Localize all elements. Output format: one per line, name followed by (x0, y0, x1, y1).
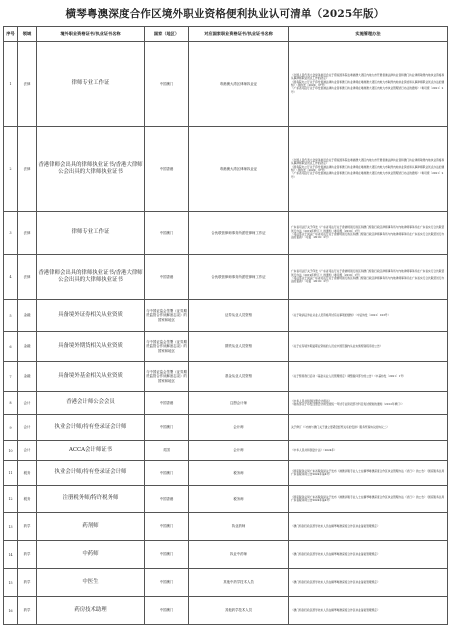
table-row (4, 541, 448, 569)
cell-equivalent-cert: 期货从业人员资格 (189, 332, 289, 362)
cell-foreign-cert: 中药师 (37, 541, 145, 569)
cell-country: 中国香港 (145, 127, 189, 212)
cell-implementation: 《国家税务总局广东省税务局关于发布《港澳涉税专业人士在横琴粤澳深度合作区执业管理办法（试行）》的公告》（国家税务总局广东省税务局公告2024年第4号） (289, 486, 448, 513)
table-row (4, 362, 448, 392)
table-row (4, 42, 448, 127)
cell-country: 英国 (145, 441, 189, 461)
table-row (4, 212, 448, 255)
cell-foreign-cert: 律师专业工作证 (37, 212, 145, 255)
cell-implementation: 《国家税务总局广东省税务局关于发布《港澳涉税专业人士在横琴粤澳深度合作区执业管理办法（试行）》的公告》（国家税务总局广东省税务局公告2024年第4号） (289, 461, 448, 486)
header-foreign-cert: 境外职业资格证书/执业证书名称 (37, 27, 145, 42)
cell-no: 1 (4, 42, 18, 127)
cell-foreign-cert: 药剂师 (37, 513, 145, 541)
cell-no: 10 (4, 441, 18, 461)
cell-field: 药学 (18, 569, 37, 597)
qualification-table (3, 26, 448, 625)
cell-country: 中国澳门 (145, 569, 189, 597)
cell-country: 中国香港 (145, 486, 189, 513)
cell-country: 中国香港 (145, 392, 189, 415)
cell-country: 中国澳门 (145, 597, 189, 625)
cell-country: 中国澳门 (145, 461, 189, 486)
cell-country: 与中国证监会签署《证券期货监管合作谅解备忘录》的国家和地区 (145, 300, 189, 332)
cell-implementation: 《澳门特别行政区药学技术人员在横琴粤澳深度合作区执业备案管理规定》 (289, 541, 448, 569)
cell-foreign-cert: 执业会计师/持有登录证会计师 (37, 461, 145, 486)
cell-no: 3 (4, 212, 18, 255)
cell-field: 金融 (18, 362, 37, 392)
table-row (4, 486, 448, 513)
cell-no: 14 (4, 541, 18, 569)
cell-implementation: 《中华人民共和国注册会计师法》 《财政部关于印发注册会计师全国统一考试专业阶段部分科目免试规则的通知（2012年修订）》 (289, 392, 448, 415)
table-row (4, 597, 448, 625)
cell-implementation: 《关于取消证券业从业人员资格考试有关事项的通知》（中证协发〔2021〕103号） (289, 300, 448, 332)
table-row (4, 332, 448, 362)
cell-field: 会计 (18, 415, 37, 441)
cell-country: 中国香港 (145, 255, 189, 300)
cell-foreign-cert: 执业会计师/持有登录证会计师 (37, 415, 145, 441)
cell-no: 13 (4, 513, 18, 541)
cell-equivalent-cert: 其他中药学技术人员 (189, 569, 289, 597)
cell-foreign-cert: 药房技术助理 (37, 597, 145, 625)
cell-equivalent-cert: 注册会计师 (189, 392, 289, 415)
cell-equivalent-cert: 合伙联营律师事务所派驻律师工作证 (189, 255, 289, 300)
cell-country: 与中国证监会签署《证券期货监管合作谅解备忘录》的国家和地区 (145, 332, 189, 362)
table-row (4, 127, 448, 212)
cell-no: 8 (4, 392, 18, 415)
cell-field: 药学 (18, 513, 37, 541)
cell-foreign-cert: 注册税务师/特许税务师 (37, 486, 145, 513)
cell-country: 中国澳门 (145, 42, 189, 127)
table-row (4, 441, 448, 461)
cell-equivalent-cert: 执业中药师 (189, 541, 289, 569)
cell-implementation: 广东省司法厅关于印发《广东省司法厅关于香港特别行政区和澳门特别行政区律师事务所与内地律师事务所在广东省实行合伙联营试行办法（2019年修订）》的通知（粤司规〔2019〕1号） 《司法部关于同意广东省司法厅关于香港特别行政区和澳门特别行政区律师事务所与内地律师事务所在广东省实行合伙联营试行办法的复函》（司复〔2019〕2号） (289, 212, 448, 255)
cell-foreign-cert: 香港律师会出具的律师执业证书/香港大律师公会出具的大律师执业证书 (37, 127, 145, 212)
cell-foreign-cert: ACCA会计师证书 (37, 441, 145, 461)
cell-foreign-cert: 具备境外证券相关从业资质 (37, 300, 145, 332)
cell-country: 中国澳门 (145, 415, 189, 441)
cell-field: 法律 (18, 42, 37, 127)
cell-implementation: 《澳门特别行政区药学技术人员在横琴粤澳深度合作区执业备案管理规定》 (289, 569, 448, 597)
cell-field: 税务 (18, 486, 37, 513)
cell-field: 金融 (18, 300, 37, 332)
cell-foreign-cert: 中医生 (37, 569, 145, 597)
cell-country: 中国澳门 (145, 212, 189, 255)
cell-equivalent-cert: 基金从业人员资格 (189, 362, 289, 392)
cell-field: 药学 (18, 597, 37, 625)
cell-implementation: 《关于暂停我行启动《基金从业人员管理规定》调整疑问部分的公告》（中基协发〔2021〕1号） (289, 362, 448, 392)
cell-country: 中国澳门 (145, 541, 189, 569)
cell-implementation: 《全国人民代表大会常务委员会关于授权国务院在粤港澳大湾区内地九市开展香港法律执业者和澳门执业律师取得内地执业资格和从事律师职业试点工作的决定》 《国务院办公厅关于印发香港法律执业者和澳门执业律师在粤港澳大湾区内地九市取得内地执业资质和从事律师职业试点办法的通知》（国办发〔2020〕37号） 《广东省司法厅关于印发香港法律执业者和澳门执业律师在粤港澳大湾区内地九市执业管理试行办法的通知》（粤司规〔2021〕2号） (289, 127, 448, 212)
cell-no: 16 (4, 597, 18, 625)
header-field: 领域 (18, 27, 37, 42)
cell-equivalent-cert: 证券从业人员资格 (189, 300, 289, 332)
cell-field: 法律 (18, 127, 37, 212)
header-implementation: 实施管理办法 (289, 27, 448, 42)
cell-no: 15 (4, 569, 18, 597)
cell-implementation: 广东省司法厅关于印发《广东省司法厅关于香港特别行政区和澳门特别行政区律师事务所与内地律师事务所在广东省实行合伙联营试行办法（2019年修订）》的通知（粤司规〔2019〕1号） 《司法部关于同意广东省司法厅关于香港特别行政区和澳门特别行政区律师事务所与内地律师事务所在广东省实行合伙联营试行办法的复函》（司复〔2019〕2号） (289, 255, 448, 300)
cell-implementation: 关于修订《《内地与澳门关于建立更紧密经贸关系的安排》服务贸易协议的协议二》 (289, 415, 448, 441)
cell-foreign-cert: 具备境外基金相关从业资质 (37, 362, 145, 392)
cell-foreign-cert: 香港律师会出具的律师执业证书/香港大律师公会出具的大律师执业证书 (37, 255, 145, 300)
cell-implementation: 《全国人民代表大会常务委员会关于授权国务院在粤港澳大湾区内地九市开展香港法律执业者和澳门执业律师取得内地执业资格和从事律师职业试点工作的决定》 《国务院办公厅关于印发香港法律执业者和澳门执业律师在粤港澳大湾区内地九市取得内地执业资质和从事律师职业试点办法的通知》（国办发〔2020〕37号） 《广东省司法厅关于印发香港法律执业者和澳门执业律师在粤港澳大湾区内地九市执业管理试行办法的通知》（粤司规〔2021〕2号） (289, 42, 448, 127)
cell-no: 2 (4, 127, 18, 212)
table-row (4, 461, 448, 486)
cell-equivalent-cert: 会计师 (189, 415, 289, 441)
cell-equivalent-cert: 其他药学技术人员 (189, 597, 289, 625)
cell-foreign-cert: 具备境外期货相关从业资质 (37, 332, 145, 362)
cell-no: 11 (4, 461, 18, 486)
cell-foreign-cert: 律师专业工作证 (37, 42, 145, 127)
header-country: 国家（地区） (145, 27, 189, 42)
document-title: 横琴粤澳深度合作区境外职业资格便利执业认可清单（2025年版） (65, 8, 385, 20)
cell-equivalent-cert: 会计师 (189, 441, 289, 461)
cell-implementation: 《澳门特别行政区药学技术人员在横琴粤澳深度合作区执业备案管理规定》 (289, 597, 448, 625)
cell-equivalent-cert: 合伙联营律师事务所派驻律师工作证 (189, 212, 289, 255)
cell-country: 中国澳门 (145, 513, 189, 541)
header-equivalent-cert: 对应国家职业资格证书/执业证书名称 (189, 27, 289, 42)
cell-equivalent-cert: 执业药师 (189, 513, 289, 541)
cell-no: 6 (4, 332, 18, 362)
cell-field: 法律 (18, 255, 37, 300)
cell-field: 会计 (18, 392, 37, 415)
table-row (4, 392, 448, 415)
header-no: 序号 (4, 27, 18, 42)
cell-equivalent-cert: 粤港澳大湾区律师执业证 (189, 127, 289, 212)
cell-implementation: 《中华人民共和国会计法》（2024年） (289, 441, 448, 461)
cell-field: 金融 (18, 332, 37, 362)
table-row (4, 415, 448, 441)
cell-foreign-cert: 香港会计师公会会员 (37, 392, 145, 415)
table-row (4, 569, 448, 597)
cell-implementation: 《关于在有境外期货职业资格的人员在中国范围内从业实施特别程序的公告》 (289, 332, 448, 362)
table-row (4, 255, 448, 300)
cell-equivalent-cert: 税务师 (189, 486, 289, 513)
cell-no: 4 (4, 255, 18, 300)
table-header-row (4, 27, 448, 42)
cell-field: 药学 (18, 541, 37, 569)
cell-no: 9 (4, 415, 18, 441)
cell-equivalent-cert: 税务师 (189, 461, 289, 486)
cell-field: 税务 (18, 461, 37, 486)
cell-field: 会计 (18, 441, 37, 461)
cell-country: 与中国证监会签署《证券期货监管合作谅解备忘录》的国家和地区 (145, 362, 189, 392)
cell-no: 5 (4, 300, 18, 332)
cell-field: 法律 (18, 212, 37, 255)
table-row (4, 300, 448, 332)
cell-no: 12 (4, 486, 18, 513)
cell-equivalent-cert: 粤港澳大湾区律师执业证 (189, 42, 289, 127)
cell-no: 7 (4, 362, 18, 392)
table-row (4, 513, 448, 541)
cell-implementation: 《澳门特别行政区药学技术人员在横琴粤澳深度合作区执业备案管理规定》 (289, 513, 448, 541)
